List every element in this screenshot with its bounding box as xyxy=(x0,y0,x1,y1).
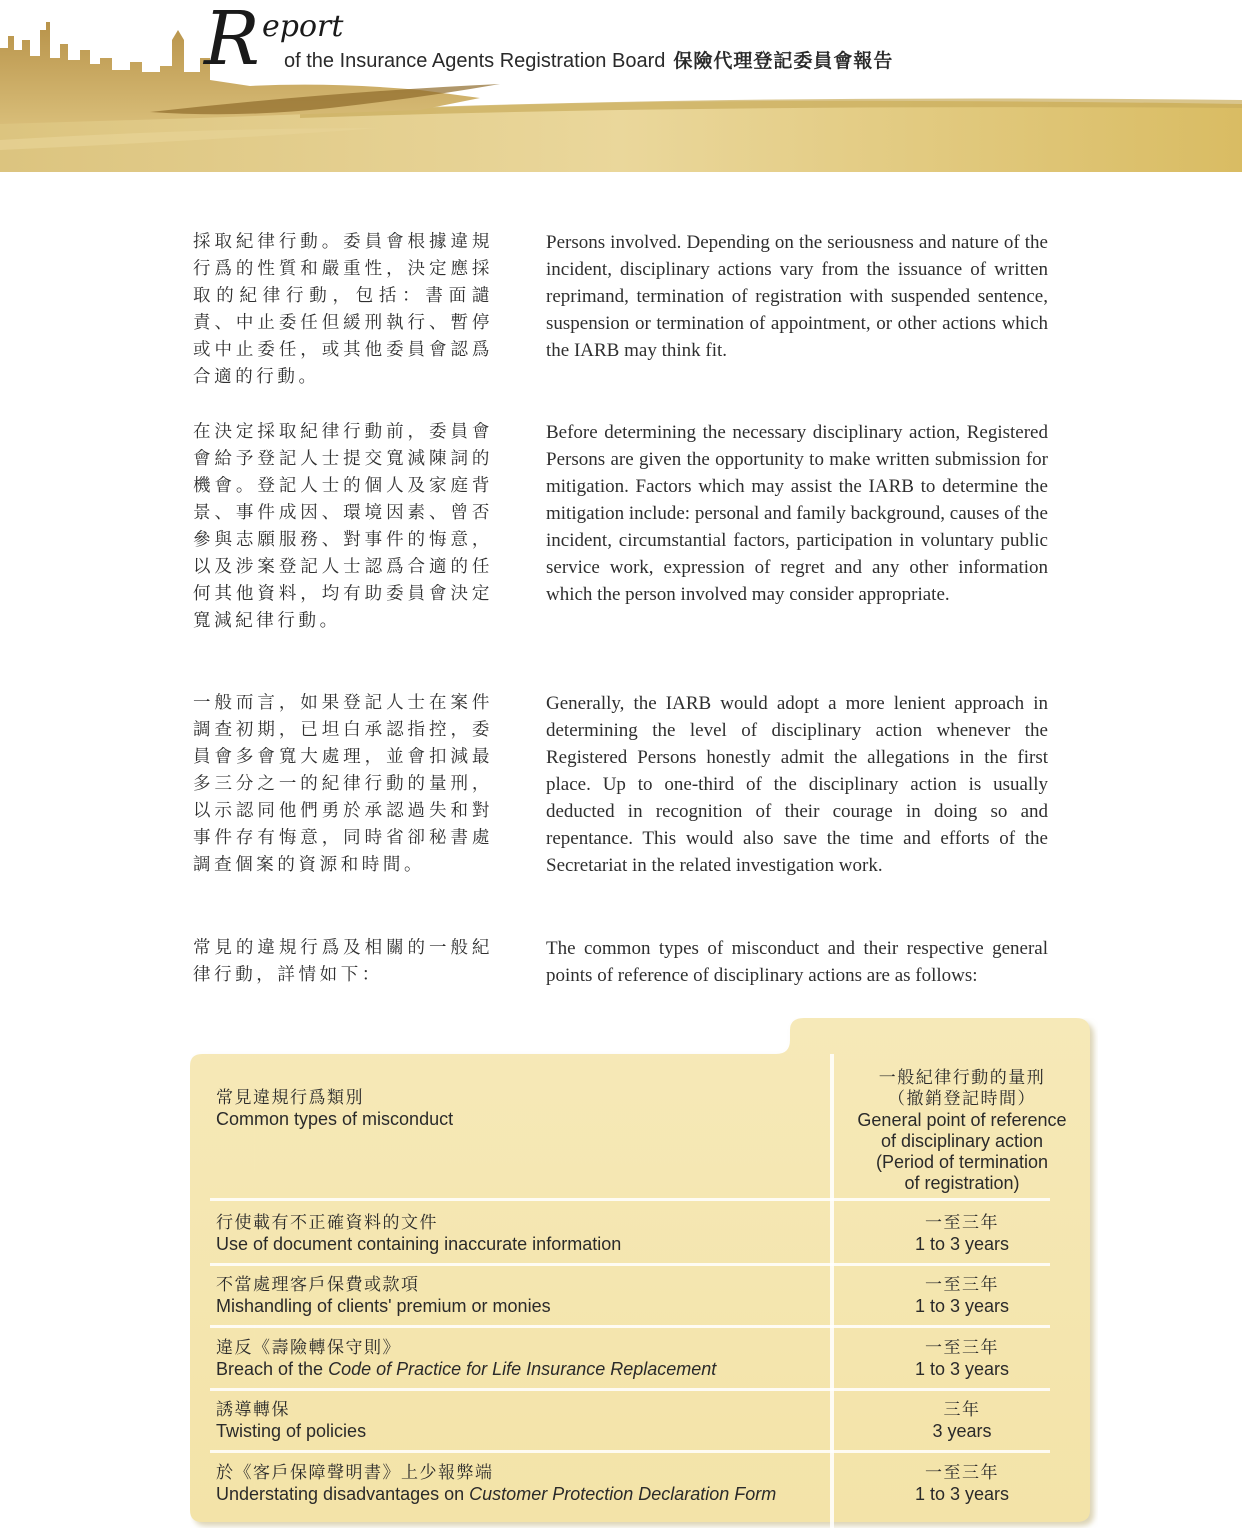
table-separator xyxy=(210,1325,1050,1328)
header-right-en-1: General point of reference xyxy=(857,1110,1067,1130)
header-subtitle-zh: 保險代理登記委員會報告 xyxy=(673,50,894,72)
period-en: 1 to 3 years xyxy=(914,1359,1010,1379)
table-column-divider xyxy=(830,1054,834,1528)
misconduct-en-prefix: Breach of the xyxy=(216,1359,329,1379)
misconduct-en-mixed xyxy=(216,1359,826,1380)
header-subtitle-en: of the Insurance Agents Registration Board xyxy=(284,50,666,72)
table-separator xyxy=(210,1388,1050,1391)
header-right-zh-1: 一般紀律行動的量刑 xyxy=(878,1068,1046,1088)
period-zh: 一至三年 xyxy=(925,1463,999,1483)
header-right-zh-2: （撤銷登記時間） xyxy=(888,1089,1036,1109)
misconduct-zh: 不當處理客戶保費或款項 xyxy=(216,1275,420,1295)
misconduct-zh: 於《客戶保障聲明書》上少報弊端 xyxy=(216,1463,494,1483)
misconduct-en: Use of document containing inaccurate information xyxy=(216,1234,622,1254)
period-en: 3 years xyxy=(932,1421,992,1441)
period-en: 1 to 3 years xyxy=(914,1234,1010,1254)
misconduct-zh: 誘導轉保 xyxy=(216,1400,290,1420)
period-zh: 一至三年 xyxy=(925,1275,999,1295)
misconduct-table xyxy=(190,1018,1098,1528)
paragraph-en-2: Before determining the necessary disciplinary action, Registered Persons are given the opportunity to make written submission for mitigation. Factors which may assist the IARB to determine the mitigation include: personal and family background, causes of the incident, circumstantial factors, participation in voluntary public service work, expression of regret and any other information which the person involved may consider appropriate. xyxy=(546,422,1048,605)
misconduct-en-mixed xyxy=(216,1484,826,1505)
paragraph-zh-3: 一般而言，如果登記人士在案件調查初期，已坦白承認指控，委員會多會寬大處理，並會扣減最多三分之一的紀律行動的量刑，以示認同他們勇於承認過失和對事件存有悔意，同時省卻秘書處調查個案的資源和時間。 xyxy=(193,693,493,875)
misconduct-zh: 違反《壽險轉保守則》 xyxy=(216,1338,401,1358)
header-right-en-2: of disciplinary action xyxy=(880,1131,1044,1151)
header-left-en: Common types of misconduct xyxy=(216,1109,454,1129)
paragraph-zh-4: 常見的違規行爲及相關的一般紀律行動，詳情如下： xyxy=(193,938,493,985)
paragraph-en-3: Generally, the IARB would adopt a more lenient approach in determining the level of disciplinary action whenever the Registered Persons honestly admit the allegations in the first place. Up to one-third of the disciplinary action is usually deducted in recognition of their courage in doing so and repentance. This would also save the time and efforts of the Secretariat in the related investigation work. xyxy=(546,693,1048,876)
banner-graphic xyxy=(0,0,1242,172)
misconduct-en-title: Code of Practice for Life Insurance Replacement xyxy=(328,1359,717,1379)
paragraph-zh-2: 在決定採取紀律行動前，委員會會給予登記人士提交寬減陳詞的機會。登記人士的個人及家庭背景、事件成因、環境因素、曾否參與志願服務、對事件的悔意，以及涉案登記人士認爲合適的任何其他資料，均有助委員會決定寬減紀律行動。 xyxy=(193,422,493,631)
table-separator xyxy=(210,1198,1050,1201)
misconduct-en-title: Customer Protection Declaration Form xyxy=(469,1484,777,1504)
report-initial: R xyxy=(204,0,260,82)
misconduct-en-prefix: Understating disadvantages on xyxy=(216,1484,470,1504)
report-word: eport xyxy=(262,9,344,44)
table-separator xyxy=(210,1450,1050,1453)
header-banner xyxy=(0,0,1242,172)
table-separator xyxy=(210,1263,1050,1266)
header-right-en-3: (Period of termination xyxy=(875,1152,1049,1172)
header-left-zh: 常見違規行爲類別 xyxy=(216,1088,364,1108)
misconduct-en: Twisting of policies xyxy=(216,1421,367,1441)
paragraph-zh-1: 採取紀律行動。委員會根據違規行爲的性質和嚴重性，決定應採取的紀律行動，包括：書面譴責、中止委任但緩刑執行、暫停或中止委任，或其他委員會認爲合適的行動。 xyxy=(193,232,493,387)
header-subtitle xyxy=(284,46,893,73)
misconduct-en: Mishandling of clients' premium or monies xyxy=(216,1296,551,1316)
paragraph-en-4: The common types of misconduct and their respective general points of reference of disciplinary actions are as follows: xyxy=(546,938,1048,986)
paragraph-en-1: Persons involved. Depending on the seriousness and nature of the incident, disciplinary actions vary from the issuance of written reprimand, termination of registration with suspended sentence, suspension or termination of appointment, or other actions which the IARB may think fit. xyxy=(546,232,1048,361)
period-zh: 一至三年 xyxy=(925,1338,999,1358)
period-en: 1 to 3 years xyxy=(914,1296,1010,1316)
header-right-en-4: of registration) xyxy=(904,1173,1020,1193)
period-zh: 一至三年 xyxy=(925,1213,999,1233)
misconduct-zh: 行使載有不正確資料的文件 xyxy=(216,1213,438,1233)
period-en: 1 to 3 years xyxy=(914,1484,1010,1504)
period-zh: 三年 xyxy=(943,1400,981,1420)
